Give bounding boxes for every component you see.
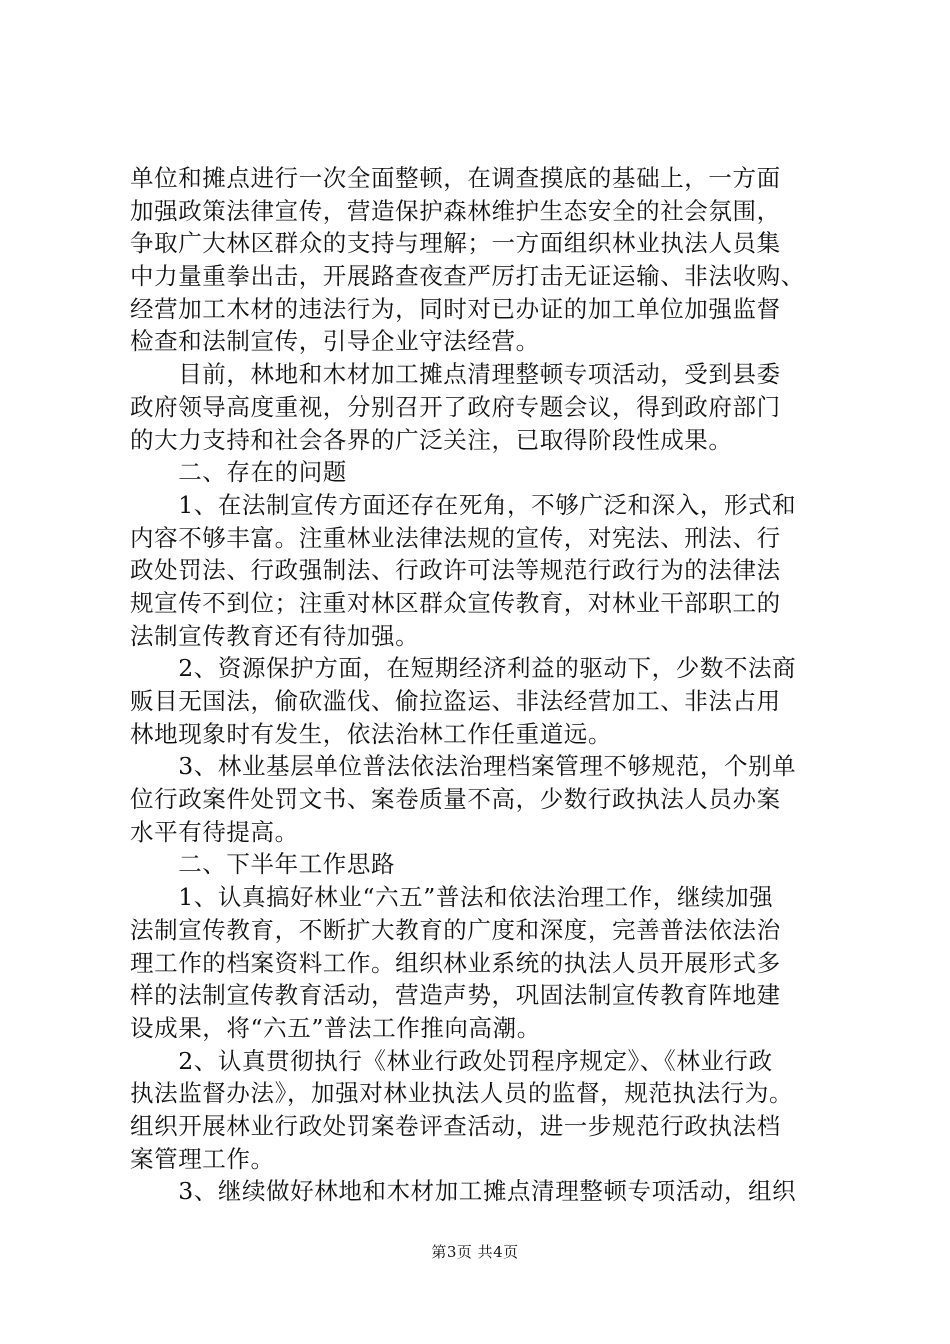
text-line: 法制宣传教育还有待加强。 (130, 621, 420, 650)
text-line: 设成果，将“六五”普法工作推向高潮。 (130, 1013, 541, 1042)
text-line: 经营加工木材的违法行为，同时对已办证的加工单位加强监督 (130, 294, 781, 323)
section-heading: 二、存在的问题 (130, 458, 347, 487)
section-heading: 二、下半年工作思路 (130, 850, 396, 879)
text-line: 目前，林地和木材加工摊点清理整顿专项活动，受到县委 (130, 360, 781, 389)
text-line: 政府领导高度重视，分别召开了政府专题会议，得到政府部门 (130, 392, 781, 421)
text-line: 争取广大林区群众的支持与理解；一方面组织林业执法人员集 (130, 229, 781, 258)
text-line: 检查和法制宣传，引导企业守法经营。 (130, 327, 540, 356)
text-line: 水平有待提高。 (130, 817, 299, 846)
text-line: 2、认真贯彻执行《林业行政处罚程序规定》、《林业行政 (130, 1046, 773, 1075)
text-line: 法制宣传教育，不断扩大教育的广度和深度，完善普法依法治 (130, 915, 781, 944)
text-line: 中力量重拳出击，开展路查夜查严厉打击无证运输、非法收购、 (130, 262, 805, 291)
text-line: 组织开展林业行政处罚案卷评查活动，进一步规范行政执法档 (130, 1111, 781, 1140)
text-line: 的大力支持和社会各界的广泛关注，已取得阶段性成果。 (130, 425, 733, 454)
text-line: 位行政案件处罚文书、案卷质量不高，少数行政执法人员办案 (130, 785, 781, 814)
text-line: 加强政策法律宣传，营造保护森林维护生态安全的社会氛围， (130, 196, 781, 225)
text-line: 理工作的档案资料工作。组织林业系统的执法人员开展形式多 (130, 948, 781, 977)
page-number: 第3页 共4页 (431, 1243, 519, 1261)
text-line: 单位和摊点进行一次全面整顿，在调查摸底的基础上，一方面 (130, 164, 781, 192)
text-line: 规宣传不到位；注重对林区群众宣传教育，对林业干部职工的 (130, 588, 781, 617)
text-line: 1、在法制宣传方面还存在死角，不够广泛和深入，形式和 (130, 490, 797, 519)
text-line: 政处罚法、行政强制法、行政许可法等规范行政行为的法律法 (130, 556, 781, 585)
text-line: 样的法制宣传教育活动，营造声势，巩固法制宣传教育阵地建 (130, 981, 781, 1010)
text-line: 案管理工作。 (130, 1144, 275, 1173)
text-line: 内容不够丰富。注重林业法律法规的宣传，对宪法、刑法、行 (130, 523, 781, 552)
text-line: 3、继续做好林地和木材加工摊点清理整顿专项活动，组织 (130, 1177, 797, 1206)
text-line: 2、资源保护方面，在短期经济利益的驱动下，少数不法商 (130, 654, 797, 683)
text-line: 3、林业基层单位普法依法治理档案管理不够规范，个别单 (130, 752, 797, 781)
document-body (130, 162, 850, 1208)
text-line: 贩目无国法，偷砍滥伐、偷拉盗运、非法经营加工、非法占用 (130, 687, 781, 715)
text-line: 1、认真搞好林业“六五”普法和依法治理工作，继续加强 (130, 883, 774, 912)
text-line: 执法监督办法》，加强对林业执法人员的监督，规范执法行为。 (130, 1079, 794, 1108)
text-line: 林地现象时有发生，依法治林工作任重道远。 (130, 719, 612, 748)
